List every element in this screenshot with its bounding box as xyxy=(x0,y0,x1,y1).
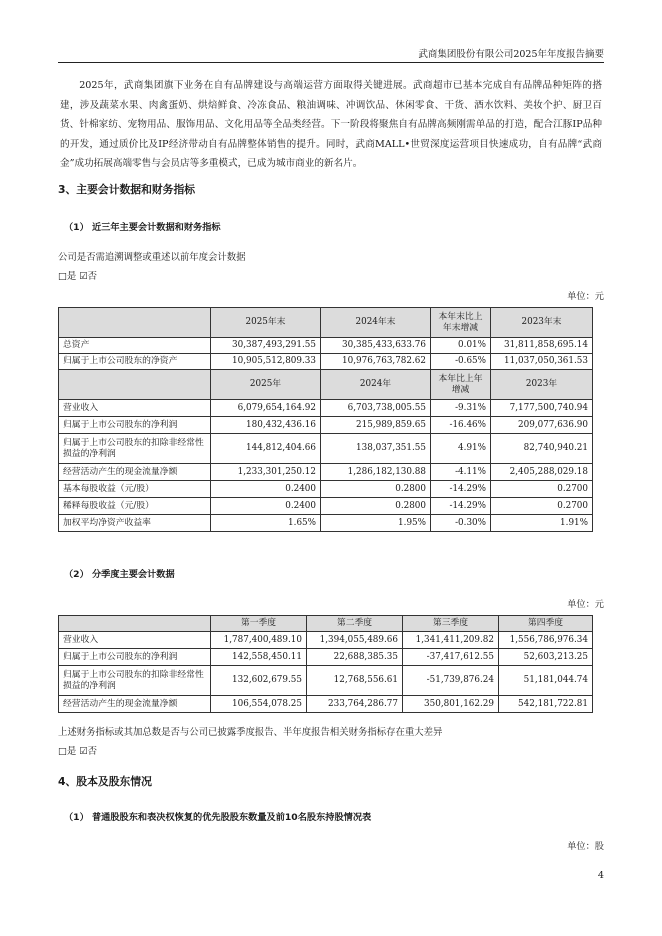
value-2023: 209,077,636.90 xyxy=(491,417,593,434)
table-row xyxy=(59,632,593,649)
row-label: 经营活动产生的现金流量净额 xyxy=(59,696,211,713)
value-2024: 0.2800 xyxy=(321,498,431,515)
table-header-row xyxy=(59,616,593,632)
value-q1: 106,554,078.25 xyxy=(211,696,307,713)
value-2024: 0.2800 xyxy=(321,481,431,498)
value-q4: 51,181,044.74 xyxy=(499,666,593,696)
value-2024: 215,989,859.65 xyxy=(321,417,431,434)
header-cell: 2023年 xyxy=(491,370,593,400)
table-row xyxy=(59,696,593,713)
value-q4: 1,556,786,976.34 xyxy=(499,632,593,649)
header-cell: 2025年 xyxy=(211,370,321,400)
value-2025: 30,387,493,291.55 xyxy=(211,338,321,354)
row-label: 营业收入 xyxy=(59,632,211,649)
header-cell: 第四季度 xyxy=(499,616,593,632)
variance-choice: □是 ☑否 xyxy=(58,746,97,757)
value-q3: 1,341,411,209.82 xyxy=(403,632,499,649)
value-2023: 31,811,858,695.14 xyxy=(491,338,593,354)
value-2024: 138,037,351.55 xyxy=(321,434,431,464)
table2-unit: 单位：元 xyxy=(567,599,604,610)
value-change: -14.29% xyxy=(431,498,491,515)
header-cell: 第一季度 xyxy=(211,616,307,632)
value-2024: 1,286,182,130.88 xyxy=(321,464,431,481)
value-2025: 180,432,436.16 xyxy=(211,417,321,434)
row-label: 归属于上市公司股东的净利润 xyxy=(59,649,211,666)
header-divider xyxy=(58,62,604,63)
page-number: 4 xyxy=(597,870,604,881)
subsection-3-2-title: （2） 分季度主要会计数据 xyxy=(64,569,175,580)
table-row xyxy=(59,464,593,481)
row-label: 稀释每股收益（元/股） xyxy=(59,498,211,515)
table-row xyxy=(59,354,593,370)
section-4-title: 4、股本及股东情况 xyxy=(58,775,152,788)
value-2025: 0.2400 xyxy=(211,498,321,515)
value-2023: 2,405,288,029.18 xyxy=(491,464,593,481)
row-label: 营业收入 xyxy=(59,400,211,417)
header-cell: 第二季度 xyxy=(307,616,403,632)
value-q2: 1,394,055,489.66 xyxy=(307,632,403,649)
value-q2: 22,688,385.35 xyxy=(307,649,403,666)
value-change: -4.11% xyxy=(431,464,491,481)
value-q4: 542,181,722.81 xyxy=(499,696,593,713)
value-q3: -37,417,612.55 xyxy=(403,649,499,666)
variance-note: 上述财务指标或其加总数是否与公司已披露季度报告、半年度报告相关财务指标存在重大差异 xyxy=(58,727,443,738)
header-cell: 2024年 xyxy=(321,370,431,400)
value-2023: 0.2700 xyxy=(491,498,593,515)
table-row xyxy=(59,417,593,434)
value-change: -9.31% xyxy=(431,400,491,417)
value-q1: 142,558,450.11 xyxy=(211,649,307,666)
subsection-3-1-title: （1） 近三年主要会计数据和财务指标 xyxy=(64,222,221,233)
value-change: -14.29% xyxy=(431,481,491,498)
table-header-row xyxy=(59,370,593,400)
restatement-choice: □是 ☑否 xyxy=(58,271,97,282)
table3-unit: 单位：股 xyxy=(567,841,604,852)
value-2023: 0.2700 xyxy=(491,481,593,498)
table1-unit: 单位：元 xyxy=(567,291,604,302)
table-row xyxy=(59,338,593,354)
value-q1: 132,602,679.55 xyxy=(211,666,307,696)
section-3-title: 3、主要会计数据和财务指标 xyxy=(58,183,196,196)
header-cell: 本年比上年增减 xyxy=(431,370,491,400)
table-row xyxy=(59,666,593,696)
intro-paragraph: 2025年，武商集团旗下业务在自有品牌建设与高端运营方面取得关键进展。武商超市已基本完成自有品牌品种矩阵的搭建，涉及蔬菜水果、肉禽蛋奶、烘焙鲜食、冷冻食品、粮油调味、冲调饮品、休闲零食、干货、酒水饮料、美妆个护、厨卫百货、针棉家纺、宠物用品、服饰用品、文化用品等全品类经营。下一阶段将聚焦自有品牌高频刚需单品的打造，配合江豚IP品种的开发，通过质价比及IP经济带动自有品牌整体销售的提升。同时，武商MALL•世贸深度运营项目快速成功，自有品牌“武商金”成功拓展高端零售与会员店等多重模式，已成为城市商业的新名片。 xyxy=(60,80,602,170)
page-header-title: 武商集团股份有限公司2025年年度报告摘要 xyxy=(418,49,604,60)
table-row xyxy=(59,498,593,515)
header-cell: 2023年末 xyxy=(491,308,593,338)
value-2023: 11,037,050,361.53 xyxy=(491,354,593,370)
value-change: -0.30% xyxy=(431,515,491,532)
value-change: 4.91% xyxy=(431,434,491,464)
row-label: 基本每股收益（元/股） xyxy=(59,481,211,498)
table-row xyxy=(59,515,593,532)
header-cell: 2024年末 xyxy=(321,308,431,338)
value-q4: 52,603,213.25 xyxy=(499,649,593,666)
subsection-4-1-title: （1） 普通股股东和表决权恢复的优先股股东数量及前10名股东持股情况表 xyxy=(64,812,372,823)
value-2025: 10,905,512,809.33 xyxy=(211,354,321,370)
row-label: 归属于上市公司股东的扣除非经常性损益的净利润 xyxy=(59,434,211,464)
header-cell: 第三季度 xyxy=(403,616,499,632)
value-2025: 1.65% xyxy=(211,515,321,532)
value-2024: 1.95% xyxy=(321,515,431,532)
value-2023: 82,740,940.21 xyxy=(491,434,593,464)
header-cell: 本年末比上年末增减 xyxy=(431,308,491,338)
value-2023: 1.91% xyxy=(491,515,593,532)
value-2025: 0.2400 xyxy=(211,481,321,498)
table-row xyxy=(59,481,593,498)
value-2025: 144,812,404.66 xyxy=(211,434,321,464)
value-q2: 233,764,286.77 xyxy=(307,696,403,713)
table-row xyxy=(59,434,593,464)
row-label: 归属于上市公司股东的净资产 xyxy=(59,354,211,370)
header-empty-cell xyxy=(59,308,211,338)
value-2025: 1,233,301,250.12 xyxy=(211,464,321,481)
value-change: 0.01% xyxy=(431,338,491,354)
value-2025: 6,079,654,164.92 xyxy=(211,400,321,417)
header-cell: 2025年末 xyxy=(211,308,321,338)
row-label: 加权平均净资产收益率 xyxy=(59,515,211,532)
table-row xyxy=(59,400,593,417)
value-2024: 30,385,433,633.76 xyxy=(321,338,431,354)
value-q1: 1,787,400,489.10 xyxy=(211,632,307,649)
value-change: -0.65% xyxy=(431,354,491,370)
value-change: -16.46% xyxy=(431,417,491,434)
header-empty-cell xyxy=(59,370,211,400)
value-2024: 10,976,763,782.62 xyxy=(321,354,431,370)
value-q2: 12,768,556.61 xyxy=(307,666,403,696)
row-label: 经营活动产生的现金流量净额 xyxy=(59,464,211,481)
key-financial-table xyxy=(58,307,593,532)
table-header-row xyxy=(59,308,593,338)
value-2024: 6,703,738,005.55 xyxy=(321,400,431,417)
row-label: 总资产 xyxy=(59,338,211,354)
table-row xyxy=(59,649,593,666)
quarterly-table xyxy=(58,615,593,713)
row-label: 归属于上市公司股东的扣除非经常性损益的净利润 xyxy=(59,666,211,696)
header-empty-cell xyxy=(59,616,211,632)
row-label: 归属于上市公司股东的净利润 xyxy=(59,417,211,434)
value-q3: 350,801,162.29 xyxy=(403,696,499,713)
value-q3: -51,739,876.24 xyxy=(403,666,499,696)
value-2023: 7,177,500,740.94 xyxy=(491,400,593,417)
restatement-question: 公司是否需追溯调整或重述以前年度会计数据 xyxy=(58,252,246,263)
